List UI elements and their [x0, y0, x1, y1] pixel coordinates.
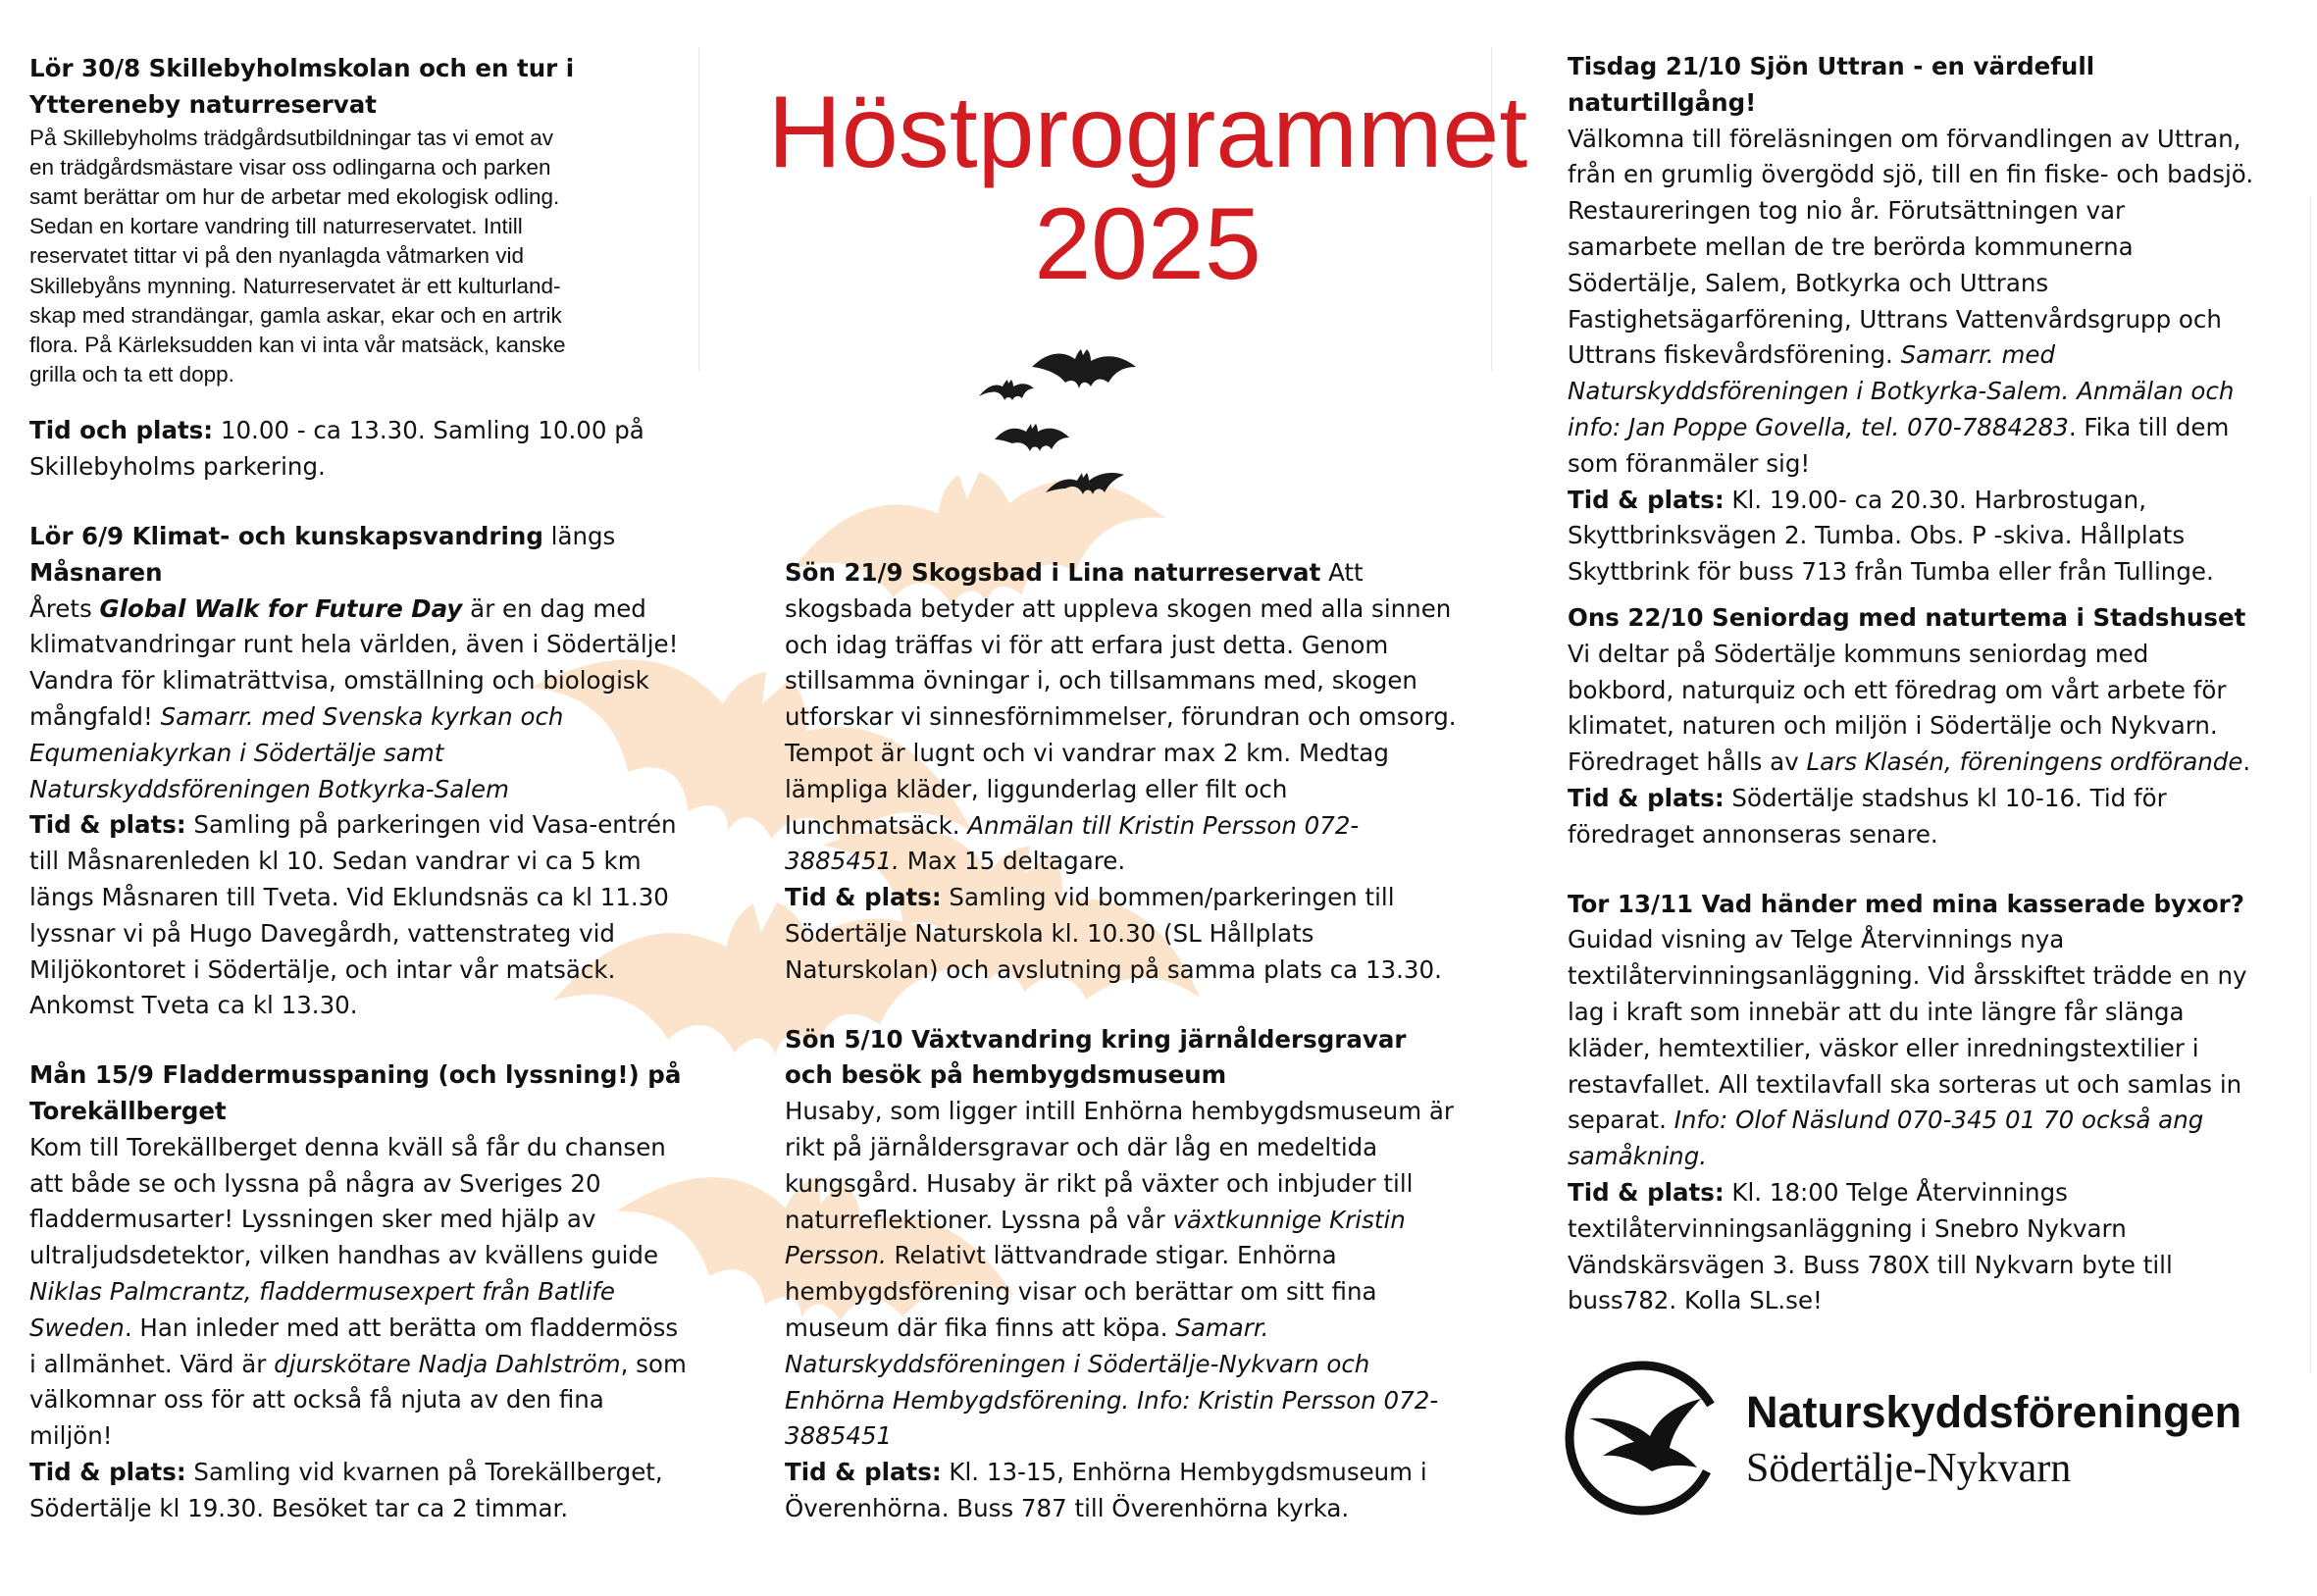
event-description [785, 555, 1462, 880]
time-place-text: Södertälje stadshus kl 10-16. Tid för föredraget annonseras senare. [1568, 783, 2167, 849]
event-description [1568, 637, 2254, 781]
event-description [1568, 922, 2254, 1175]
event-time-place [1568, 1175, 2254, 1319]
event-title: Mån 15/9 Fladdermusspaning (och lyssning!) på Torekällberget [29, 1060, 682, 1125]
text: . [2242, 747, 2251, 777]
event-title: Tisdag 21/10 Sjön Uttran - en värdefull naturtillgång! [1568, 52, 2095, 117]
event-title-bold: Lör 6/9 Klimat- och kunskapsvandring [29, 522, 543, 551]
organization-logo [1564, 1360, 2240, 1517]
event-description [1568, 122, 2254, 483]
bats-illustration [977, 345, 1173, 510]
event-time-place [785, 1455, 1462, 1527]
time-place-text: Kl. 19.00- ca 20.30. Harbrostugan, Skyttbrinksvägen 2. Tumba. Obs. P -skiva. Hållplats Skyttbrink för buss 713 från Tumba eller från Tullinge. [1568, 485, 2214, 587]
description-line: flora. På Kärleksudden kan vi inta vår matsäck, kanske [29, 333, 566, 358]
text-italic: Samarr. med Naturskyddsföreningen i Botkyrka-Salem. Anmälan och info: Jan Poppe Govella, tel. 070-7884283 [1568, 340, 2235, 441]
time-place-label: Tid & plats: [785, 1458, 942, 1487]
page-edge [2310, 196, 2311, 1373]
middle-column [785, 555, 1462, 1527]
text: Välkomna till föreläsningen om förvandlingen av Uttran, från en grumlig övergödd sjö, till en fin fiske- och badsjö. Restaureringen tog nio år. Förutsättningen var samarbete mellan de tre berörda kommunerna Södertälje, Salem, Botkyrka och Uttrans Fastighetsägarförening, Uttrans Vattenvårdsgrupp och Uttrans fiskevårdsförening. [1568, 124, 2254, 370]
event-time-place [1568, 781, 2254, 853]
event-description [785, 1094, 1462, 1455]
text-italic: Anmälan till Kristin Persson 072-3885451. [785, 810, 1360, 876]
text: . Han inleder med att berätta om fladdermöss i allmänhet. Värd är [29, 1313, 679, 1378]
description-line: grilla och ta ett dopp. [29, 362, 234, 387]
description-line: Sedan en kortare vandring till naturreservatet. Intill [29, 214, 523, 239]
bat-icon [1032, 349, 1136, 388]
description-line: samt berättar om hur de arbetar med ekologisk odling. [29, 184, 560, 209]
time-place-text: Kl. 13-15, Enhörna Hembygdsmuseum i Överenhörna. Buss 787 till Överenhörna kyrka. [785, 1458, 1427, 1522]
bat-icon [995, 424, 1069, 451]
organization-branch: Södertälje-Nykvarn [1746, 1446, 2072, 1491]
time-place-label: Tid & plats: [785, 883, 942, 912]
event-title: Tor 13/11 Vad händer med mina kasserade byxor? [1568, 889, 2244, 918]
description-line: På Skillebyholms trädgårdsutbildningar tas vi emot av [29, 125, 554, 150]
text-italic: Niklas Palmcrantz, fladdermusexpert från Batlife Sweden [29, 1276, 615, 1342]
time-place-label: Tid & plats: [29, 810, 186, 840]
time-place-label: Tid och plats: [29, 416, 214, 445]
event-title: Sön 5/10 Växtvandring kring järnåldersgravar och besök på hembygdsmuseum [785, 1024, 1407, 1090]
event-time-place [29, 413, 687, 486]
text-italic: Lars Klasén, föreningens ordförande [1806, 747, 2243, 777]
description-line: Skillebyåns mynning. Naturreservatet är ett kulturland- [29, 273, 561, 298]
event-time-place [29, 807, 687, 1024]
description-line: en trädgårdsmästare visar oss odlingarna och parken [29, 154, 551, 180]
time-place-text: Samling vid kvarnen på Torekällberget, Södertälje kl 19.30. Besöket tar ca 2 timmar. [29, 1457, 663, 1522]
text-italic: Info: Olof Näslund 070-345 01 70 också ang samåkning. [1568, 1106, 2204, 1171]
event-time-place [29, 1455, 687, 1527]
text: Relativt lättvandrade stigar. Enhörna hembygdsförening visar och berättar om sitt fina museum där fika finns att köpa. [785, 1241, 1377, 1342]
title-line: Höstprogrammet [767, 76, 1528, 189]
event-time-place [1568, 483, 2254, 591]
text: Årets [29, 593, 100, 623]
text-italic: Samarr. Naturskyddsföreningen i Södertälje-Nykvarn och Enhörna Hembygdsförening. Info: Kristin Persson 072-3885451 [785, 1313, 1439, 1451]
event-time-place [785, 880, 1462, 988]
swift-bird-icon [1564, 1360, 1721, 1517]
text: Husaby, som ligger intill Enhörna hembygdsmuseum är rikt på järnåldersgravar och där låg en medeltida kungsgård. Husaby är rikt på växter och inbjuder till naturreflektioner. Lyssna på vår [785, 1097, 1454, 1234]
text: är en dag med klimatvandringar runt hela världen, även i Södertälje! Vandra för klimaträttvisa, omställning och biologisk mångfald! [29, 593, 679, 731]
bat-icon [979, 380, 1034, 400]
time-place-label: Tid & plats: [1568, 1177, 1725, 1207]
time-place-label: Tid & plats: [1568, 485, 1725, 514]
text: . Fika till dem som föranmäler sig! [1568, 412, 2230, 478]
time-place-label: Tid & plats: [29, 1457, 186, 1486]
page-edge [698, 47, 699, 371]
event-description [29, 592, 687, 808]
right-column [1568, 49, 2254, 1319]
text: Vi deltar på Södertälje kommuns seniordag med bokbord, naturquiz och ett föredrag om vårt arbete för klimatet, naturen och miljön i Södertälje och Nykvarn. Föredraget hålls av [1568, 639, 2227, 777]
text: Guidad visning av Telge Återvinnings nya textilåtervinningsanläggning. Vid årsskiftet trädde en ny lag i kraft som innebär att du inte längre får slänga kläder, hemtextilier, väskor eller inredningstextilier i restavfallet. All textilavfall ska sorteras ut och samlas in separat. [1568, 925, 2247, 1135]
title-year: 2025 [1034, 187, 1261, 301]
description-line: skap med strandängar, gamla askar, ekar och en artrik [29, 302, 562, 328]
time-place-label: Tid & plats: [1568, 783, 1725, 812]
organization-name: Naturskyddsföreningen [1746, 1387, 2242, 1437]
event-title: Ons 22/10 Seniordag med naturtema i Stadshuset [1568, 602, 2246, 632]
event-description [29, 1130, 687, 1455]
time-place-text: Kl. 18:00 Telge Återvinnings textilåtervinningsanläggning i Snebro Nykvarn Vändskärsvägen 3. Buss 780X till Nykvarn byte till buss782. Kolla SL.se! [1568, 1177, 2173, 1315]
event-title-line2: Måsnaren [29, 557, 163, 587]
time-place-text: Samling på parkeringen vid Vasa-entrén till Måsnarenleden kl 10. Sedan vandrar vi ca 5 km längs Måsnaren till Tveta. Vid Eklundsnäs ca kl 11.30 lyssnar vi på Hugo Davegårdh, vattenstrateg vid Miljökontoret i Södertälje, och intar vår matsäck. Ankomst Tveta ca kl 13.30. [29, 810, 677, 1020]
event-title: Lör 30/8 Skillebyholmskolan och en tur i Yttereneby naturreservat [29, 54, 575, 119]
text-emph: Global Walk for Future Day [99, 593, 463, 623]
time-place-text: Samling vid bommen/parkeringen till Södertälje Naturskola kl. 10.30 (SL Hållplats Naturskolan) och avslutning på samma plats ca 13.30. [785, 883, 1442, 984]
text-italic: Samarr. med Svenska kyrkan och Equmeniakyrkan i Södertälje samt Naturskyddsföreningen Botkyrka-Salem [29, 702, 564, 803]
page-title [765, 77, 1530, 300]
text-italic: djurskötare Nadja Dahlström [274, 1349, 621, 1378]
time-place-text: 10.00 - ca 13.30. Samling 10.00 på Skillebyholms parkering. [29, 416, 644, 482]
event-title: Sön 21/9 Skogsbad i Lina naturreservat [785, 558, 1321, 587]
text: Kom till Torekällberget denna kväll så får du chansen att både se och lyssna på några av Sveriges 20 fladdermusarter! Lyssningen sker med hjälp av ultraljudsdetektor, vilken handhas av kvällens guide [29, 1132, 666, 1270]
text-italic: växtkunnige Kristin Persson. [785, 1205, 1406, 1270]
text: Max 15 deltagare. [899, 847, 1126, 876]
event-title-rest: längs [542, 522, 616, 551]
left-column [29, 51, 687, 1527]
event-title [29, 519, 687, 555]
text: , som välkomnar oss för att också få njuta av den fina miljön! [29, 1349, 687, 1451]
text: Att skogsbada betyder att uppleva skogen med alla sinnen och idag träffas vi för att erfara just detta. Genom stillsamma övningar i, och tillsammans med, skogen utforskar vi sinnesförnimmelser, förundran och omsorg. Tempot är lugnt och vi vandrar max 2 km. Medtag lämpliga kläder, liggunderlag eller filt och lunchmatsäck. [785, 558, 1457, 840]
description-line: reservatet tittar vi på den nyanlagda våtmarken vid [29, 243, 525, 269]
event-description [29, 124, 687, 390]
bat-icon [1046, 473, 1124, 494]
